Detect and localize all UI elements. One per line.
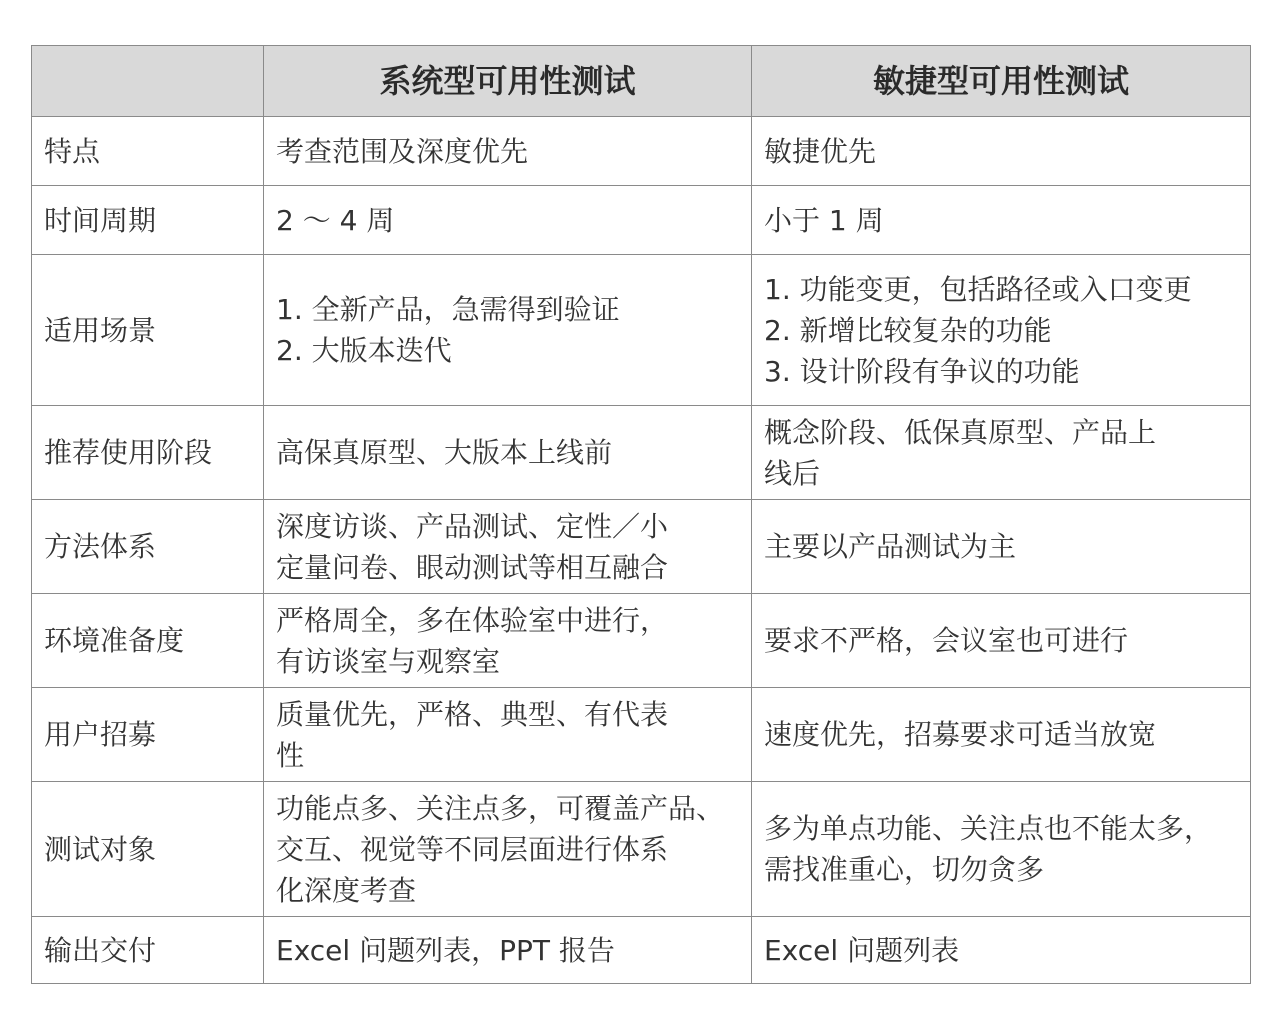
cell-line: 需找准重心，切勿贪多 xyxy=(764,853,1045,886)
agile-cell xyxy=(752,255,1251,406)
agile-cell xyxy=(752,500,1251,594)
cell-line: 1. 功能变更，包括路径或入口变更 xyxy=(764,272,1192,306)
systematic-cell xyxy=(264,688,752,782)
cell-line: 严格周全，多在体验室中进行， xyxy=(276,603,669,637)
cell-line: 主要以产品测试为主 xyxy=(764,530,1017,563)
cell-line: 敏捷优先 xyxy=(764,134,877,168)
row-label-environment: 环境准备度 xyxy=(32,594,264,688)
cell-line: 定量问卷、眼动测试等相互融合 xyxy=(276,550,669,584)
header-systematic-testing: 系统型可用性测试 xyxy=(264,46,752,117)
table-row xyxy=(32,594,1251,688)
cell-line: 化深度考查 xyxy=(276,873,417,907)
cell-line: 高保真原型、大版本上线前 xyxy=(276,436,613,469)
agile-cell xyxy=(752,917,1251,984)
systematic-cell xyxy=(264,500,752,594)
cell-line: 速度优先，招募要求可适当放宽 xyxy=(764,718,1157,751)
cell-line: 多为单点功能、关注点也不能太多， xyxy=(764,812,1213,845)
cell-line: 有访谈室与观察室 xyxy=(276,644,501,678)
agile-cell xyxy=(752,117,1251,186)
systematic-cell xyxy=(264,117,752,186)
cell-line: 2. 大版本迭代 xyxy=(276,334,452,367)
cell-line: 性 xyxy=(276,738,305,772)
row-label-test-target: 测试对象 xyxy=(32,782,264,917)
header-row xyxy=(32,46,1251,117)
agile-cell xyxy=(752,594,1251,688)
agile-cell xyxy=(752,186,1251,255)
table-row xyxy=(32,688,1251,782)
cell-line: 交互、视觉等不同层面进行体系 xyxy=(276,832,669,866)
row-label-method: 方法体系 xyxy=(32,500,264,594)
comparison-table-container xyxy=(31,45,1250,984)
cell-line: 2 ～ 4 周 xyxy=(276,203,395,237)
comparison-table xyxy=(31,45,1251,984)
table-row xyxy=(32,186,1251,255)
cell-line: 考查范围及深度优先 xyxy=(276,134,529,168)
row-label-deliverable: 输出交付 xyxy=(32,917,264,984)
cell-line: 质量优先，严格、典型、有代表 xyxy=(276,697,669,731)
table-row xyxy=(32,255,1251,406)
row-label-feature: 特点 xyxy=(32,117,264,186)
table-row xyxy=(32,917,1251,984)
agile-cell xyxy=(752,688,1251,782)
cell-line: 概念阶段、低保真原型、产品上 xyxy=(764,415,1157,449)
systematic-cell xyxy=(264,594,752,688)
agile-cell xyxy=(752,782,1251,917)
table-row xyxy=(32,117,1251,186)
header-corner-cell xyxy=(32,46,264,117)
table-row xyxy=(32,500,1251,594)
row-label-stage: 推荐使用阶段 xyxy=(32,406,264,500)
cell-line: 要求不严格，会议室也可进行 xyxy=(764,624,1129,657)
cell-line: 功能点多、关注点多，可覆盖产品、 xyxy=(276,791,725,825)
systematic-cell xyxy=(264,255,752,406)
table-row xyxy=(32,406,1251,500)
row-label-scenario: 适用场景 xyxy=(32,255,264,406)
systematic-cell xyxy=(264,782,752,917)
cell-line: 3. 设计阶段有争议的功能 xyxy=(764,354,1080,388)
row-label-period: 时间周期 xyxy=(32,186,264,255)
systematic-cell xyxy=(264,406,752,500)
header-agile-testing: 敏捷型可用性测试 xyxy=(752,46,1251,117)
table-row xyxy=(32,782,1251,917)
cell-line: 2. 新增比较复杂的功能 xyxy=(764,313,1052,347)
row-label-recruitment: 用户招募 xyxy=(32,688,264,782)
cell-line: 1. 全新产品，急需得到验证 xyxy=(276,293,620,326)
cell-line: 小于 1 周 xyxy=(764,203,884,237)
agile-cell xyxy=(752,406,1251,500)
cell-line: 深度访谈、产品测试、定性／小 xyxy=(276,509,669,543)
systematic-cell xyxy=(264,917,752,984)
systematic-cell xyxy=(264,186,752,255)
cell-line: Excel 问题列表，PPT 报告 xyxy=(276,933,615,967)
cell-line: Excel 问题列表 xyxy=(764,933,960,967)
cell-line: 线后 xyxy=(764,456,821,490)
